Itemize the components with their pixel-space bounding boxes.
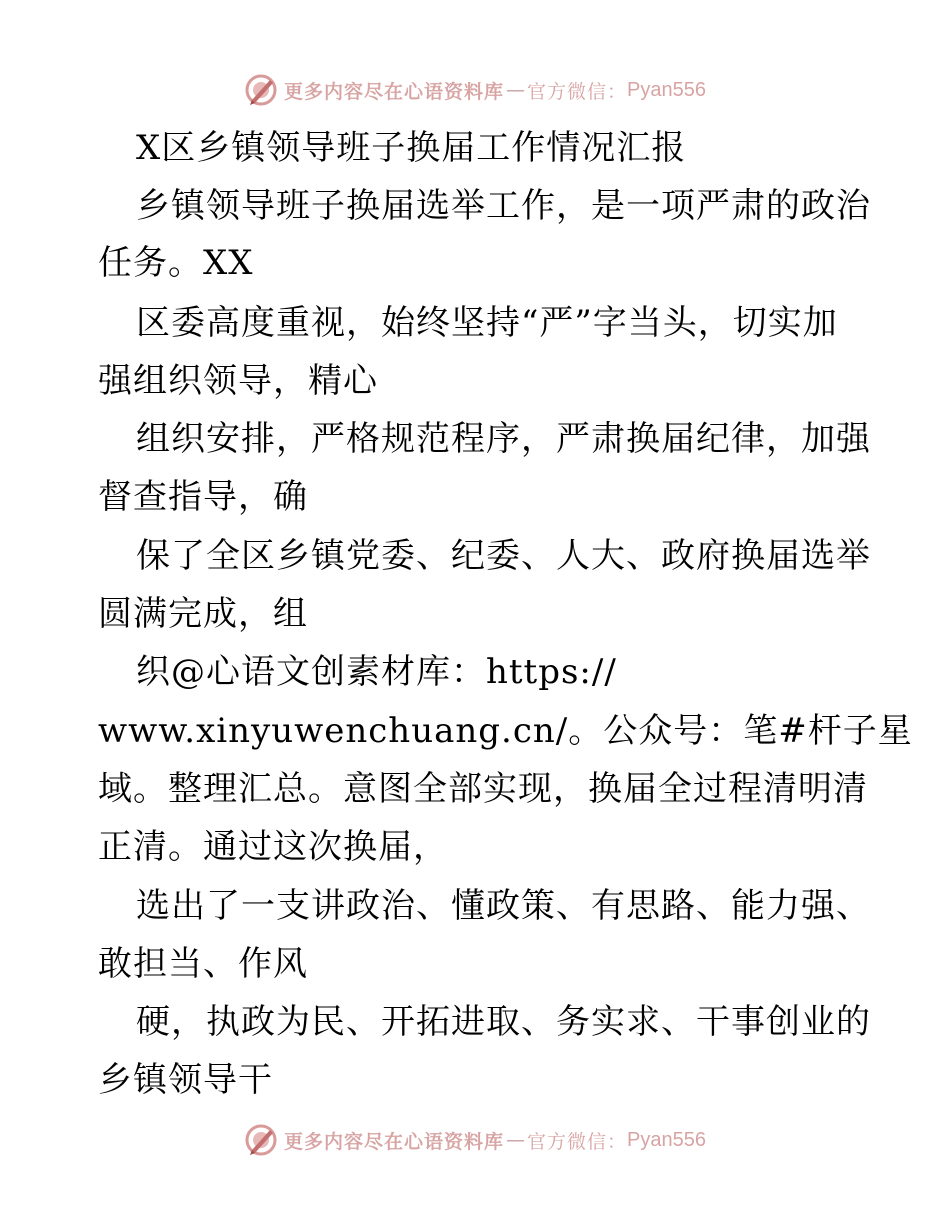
paragraph-line: 织@心语文创素材库：https://	[136, 652, 617, 692]
pen-logo-icon	[244, 73, 278, 107]
banner-wechat-id: Pyan556	[627, 78, 706, 101]
banner-wechat-label: 官方微信：	[527, 80, 628, 103]
paragraph-line: www.xinyuwenchuang.cn/。公众号：笔#杆子星	[98, 711, 913, 751]
paragraph-line: 任务。XX	[98, 243, 254, 283]
banner-separator: —	[506, 79, 526, 101]
banner-main-text: 更多内容尽在心语资料库	[284, 1130, 505, 1153]
banner-wechat-id: Pyan556	[627, 1128, 706, 1151]
paragraph-line: 硬，执政为民、开拓进取、务实求、干事创业的	[136, 1002, 871, 1042]
paragraph-line: 选出了一支讲政治、懂政策、有思路、能力强、	[136, 886, 871, 926]
paragraph-line: 强组织领导，精心	[98, 361, 378, 401]
paragraph-line: 督查指导，确	[98, 477, 308, 517]
banner-main-text: 更多内容尽在心语资料库	[284, 80, 505, 103]
paragraph-line: 区委高度重视，始终坚持“严”字当头，切实加	[136, 303, 838, 343]
paragraph-line: 保了全区乡镇党委、纪委、人大、政府换届选举	[136, 536, 871, 576]
banner-wechat-label: 官方微信：	[527, 1130, 628, 1153]
header-banner	[0, 70, 950, 110]
pen-logo-icon	[244, 1123, 278, 1157]
paragraph-line: 组织安排，严格规范程序，严肃换届纪律，加强	[136, 419, 871, 459]
paragraph-line: 乡镇领导班子换届选举工作，是一项严肃的政治	[136, 186, 871, 226]
document-title: X区乡镇领导班子换届工作情况汇报	[136, 128, 687, 168]
paragraph-line: 敢担当、作风	[98, 944, 308, 984]
paragraph-line: 圆满完成，组	[98, 594, 308, 634]
paragraph-line: 正清。通过这次换届，	[98, 827, 448, 867]
banner-separator: —	[506, 1129, 526, 1151]
footer-banner	[0, 1120, 950, 1160]
paragraph-line: 域。整理汇总。意图全部实现，换届全过程清明清	[98, 769, 868, 809]
paragraph-line: 乡镇领导干	[98, 1060, 273, 1100]
